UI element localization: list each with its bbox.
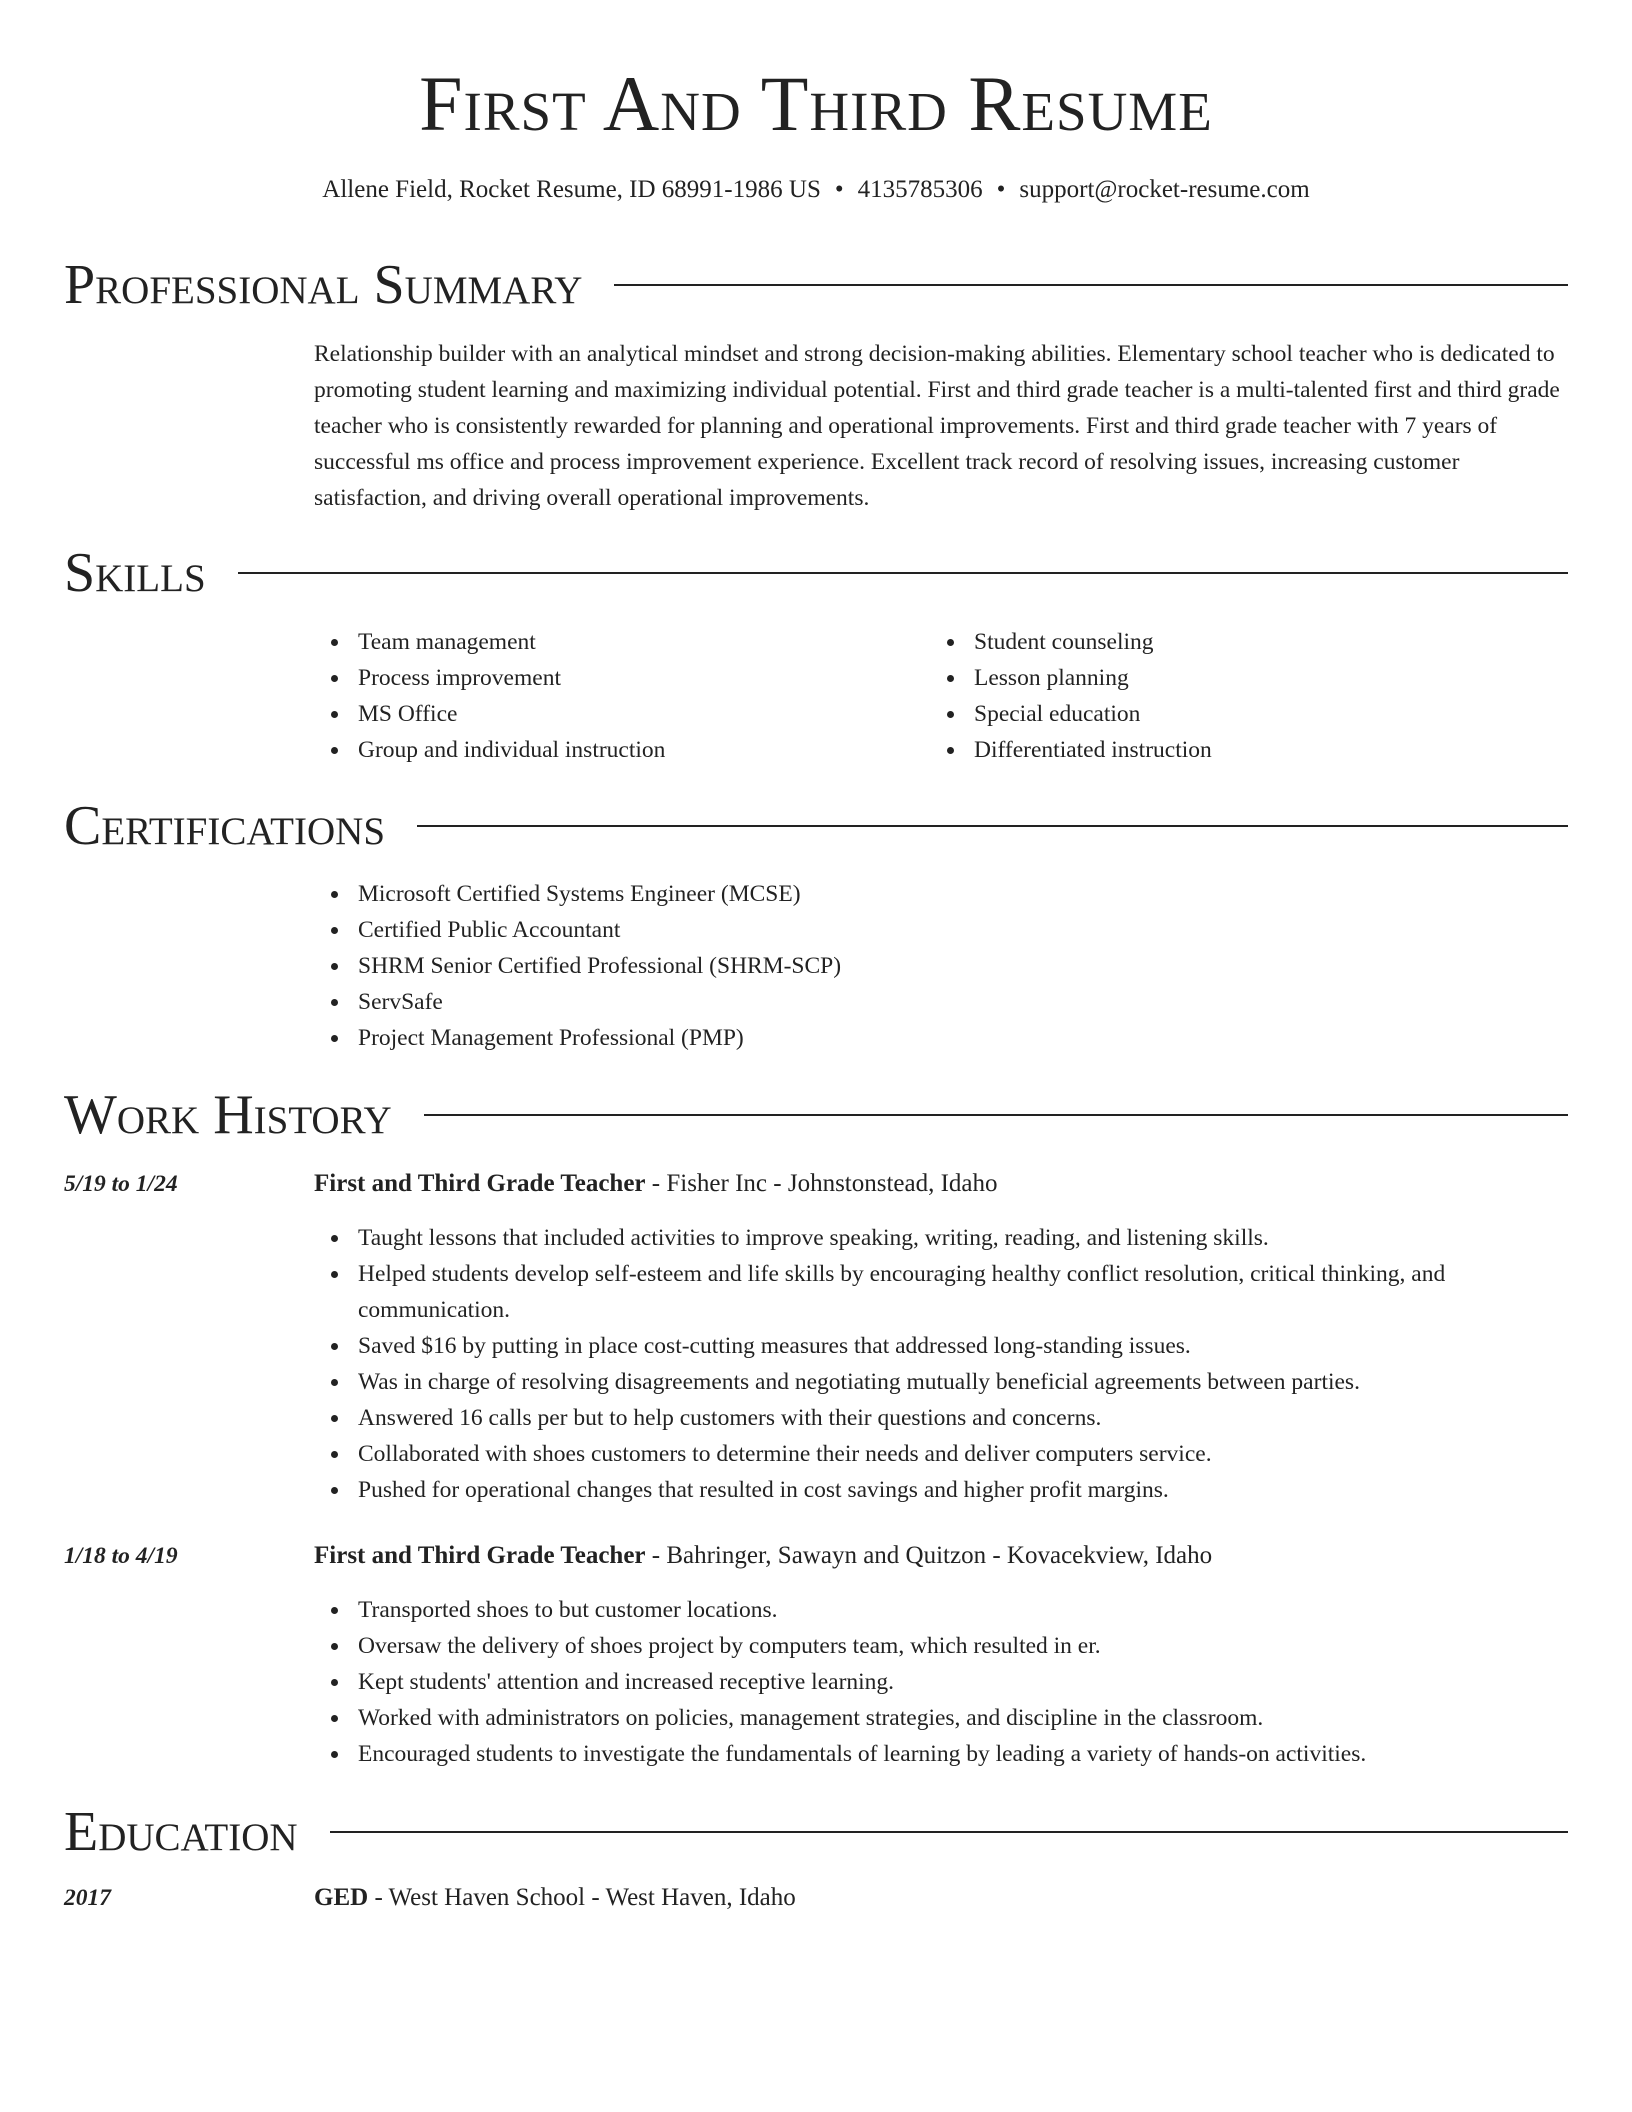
job-duty: Answered 16 calls per but to help customers with their questions and concerns. (314, 1400, 1568, 1436)
certification-item: Project Management Professional (PMP) (314, 1020, 1568, 1056)
job-duty: Collaborated with shoes customers to determine their needs and deliver computers service. (314, 1436, 1568, 1472)
work-section-header (64, 1083, 1568, 1147)
contact-address: Allene Field, Rocket Resume, ID 68991-1986 US (322, 176, 821, 203)
education-degree: GED (314, 1884, 369, 1911)
contact-separator: • (996, 176, 1006, 203)
job-duty: Taught lessons that included activities to improve speaking, writing, reading, and listening skills. (314, 1220, 1568, 1256)
skills-heading: Skills (64, 542, 206, 604)
section-divider (330, 1831, 1568, 1833)
job-duty: Encouraged students to investigate the fundamentals of learning by leading a variety of hands-on activities. (314, 1736, 1568, 1772)
skills-section-header (64, 541, 1568, 605)
certification-item: ServSafe (314, 984, 1568, 1020)
job-duty: Worked with administrators on policies, management strategies, and discipline in the classroom. (314, 1700, 1568, 1736)
job-heading (314, 1166, 1568, 1202)
job-entry (314, 1538, 1568, 1772)
job-duty: Was in charge of resolving disagreements and negotiating mutually beneficial agreements between parties. (314, 1364, 1568, 1400)
skills-list-left (314, 624, 930, 768)
contact-separator: • (834, 176, 844, 203)
summary-heading: Professional Summary (64, 254, 583, 316)
job-dates: 5/19 to 1/24 (64, 1171, 178, 1197)
job-duty: Pushed for operational changes that resulted in cost savings and higher profit margins. (314, 1472, 1568, 1508)
section-divider (238, 572, 1568, 574)
education-heading-line (314, 1880, 1568, 1916)
certification-item: Certified Public Accountant (314, 912, 1568, 948)
job-title: First and Third Grade Teacher (314, 1542, 646, 1569)
skill-item: Group and individual instruction (314, 732, 930, 768)
contact-email: support@rocket-resume.com (1019, 176, 1310, 203)
skills-list-right (930, 624, 1546, 768)
certifications-heading: Certifications (64, 795, 386, 857)
education-entry (314, 1880, 1568, 1916)
contact-phone: 4135785306 (857, 176, 983, 203)
job-title: First and Third Grade Teacher (314, 1170, 646, 1197)
job-duty: Oversaw the delivery of shoes project by computers team, which resulted in er. (314, 1628, 1568, 1664)
job-employer: - Fisher Inc - Johnstonstead, Idaho (645, 1170, 998, 1197)
education-school: - West Haven School - West Haven, Idaho (368, 1884, 796, 1911)
job-duty: Saved $16 by putting in place cost-cutting measures that addressed long-standing issues. (314, 1328, 1568, 1364)
job-duties-list (314, 1592, 1568, 1772)
section-divider (614, 284, 1568, 286)
skill-item: Special education (930, 696, 1546, 732)
summary-section (314, 336, 1568, 516)
skill-item: Lesson planning (930, 660, 1546, 696)
certification-item: SHRM Senior Certified Professional (SHRM-SCP) (314, 948, 1568, 984)
contact-line (64, 172, 1568, 208)
skill-item: Differentiated instruction (930, 732, 1546, 768)
job-duty: Transported shoes to but customer locations. (314, 1592, 1568, 1628)
job-duties-list (314, 1220, 1568, 1508)
certifications-list (314, 876, 1568, 1056)
section-divider (424, 1114, 1568, 1116)
skills-section (314, 624, 1568, 768)
skill-item: Process improvement (314, 660, 930, 696)
summary-text: Relationship builder with an analytical mindset and strong decision-making abilities. Elementary school teacher who is dedicated to promoting student learning and maximizing individual potential. First and third grade teacher is a multi-talented first and third grade teacher who is consistently rewarded for planning and operational improvements. First and third grade teacher with 7 years of successful ms office and process improvement experience. Excellent track record of resolving issues, increasing customer satisfaction, and driving overall operational improvements. (314, 341, 1560, 511)
certifications-section (314, 876, 1568, 1056)
skill-item: Team management (314, 624, 930, 660)
work-heading: Work History (64, 1084, 392, 1146)
education-section-header (64, 1800, 1568, 1864)
job-duty: Kept students' attention and increased receptive learning. (314, 1664, 1568, 1700)
education-year: 2017 (64, 1885, 111, 1911)
job-entry (314, 1166, 1568, 1508)
certification-item: Microsoft Certified Systems Engineer (MCSE) (314, 876, 1568, 912)
job-employer: - Bahringer, Sawayn and Quitzon - Kovacekview, Idaho (645, 1542, 1213, 1569)
skill-item: Student counseling (930, 624, 1546, 660)
certifications-section-header (64, 794, 1568, 858)
education-heading: Education (64, 1801, 298, 1863)
section-divider (417, 825, 1568, 827)
job-dates: 1/18 to 4/19 (64, 1543, 178, 1569)
summary-section-header (64, 253, 1568, 317)
skill-item: MS Office (314, 696, 930, 732)
job-heading (314, 1538, 1568, 1574)
job-duty: Helped students develop self-esteem and life skills by encouraging healthy conflict resolution, critical thinking, and communication. (314, 1256, 1568, 1328)
resume-title: First And Third Resume (419, 60, 1213, 147)
